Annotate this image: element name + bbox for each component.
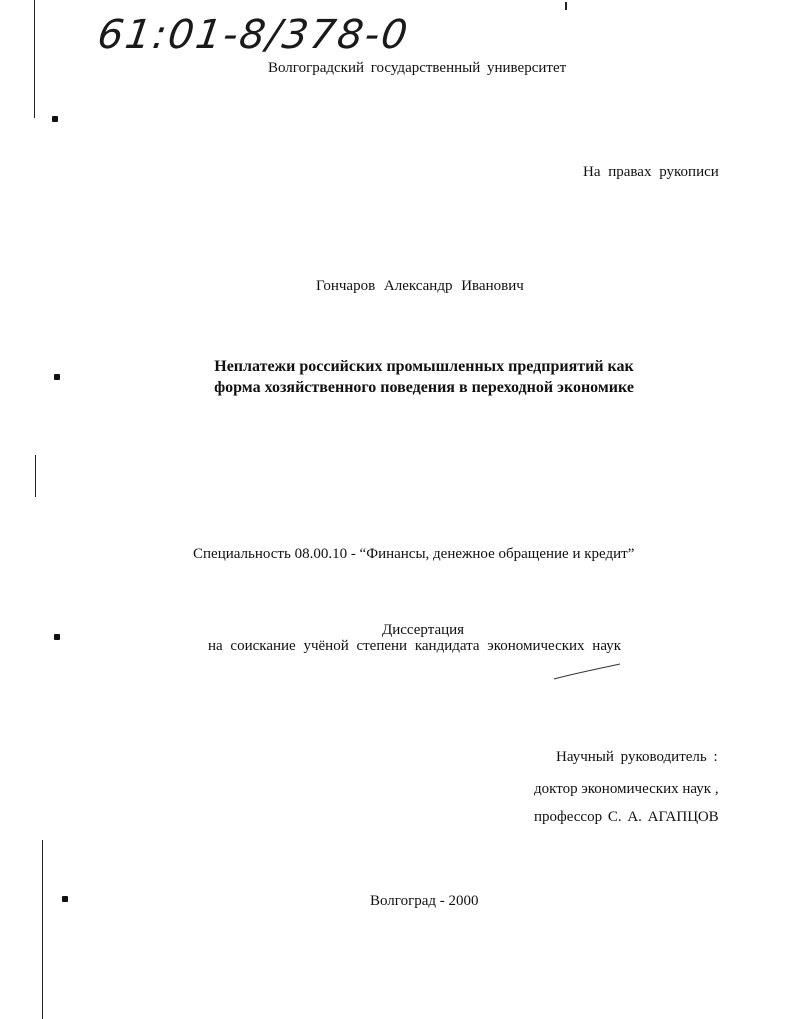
scan-edge-line-top	[34, 0, 35, 118]
scan-edge-line-bottom	[42, 840, 43, 1019]
scan-mark-3	[54, 634, 60, 640]
title-line-2: форма хозяйственного поведения в переходной экономике	[214, 379, 634, 396]
city-year: Волгоград - 2000	[370, 893, 479, 909]
title-line-1: Неплатежи российских промышленных предприятий как	[214, 358, 634, 375]
signature-stroke	[552, 662, 622, 682]
author-name: Гончаров Александр Иванович	[316, 278, 524, 294]
dissertation-title	[150, 356, 698, 398]
manuscript-rights-note: На правах рукописи	[583, 164, 719, 180]
scan-edge-line-middle	[35, 455, 36, 497]
dissertation-label: Диссертация	[382, 622, 465, 638]
scan-mark-1	[52, 116, 58, 122]
archive-number-handwritten: 61:01-8/378-0	[94, 12, 413, 58]
supervisor-degree: доктор экономических наук ,	[534, 781, 719, 797]
dissertation-description: на соискание учёной степени кандидата экономических наук	[208, 638, 622, 654]
supervisor-name: профессор С. А. АГАПЦОВ	[534, 809, 719, 825]
scan-top-line	[565, 2, 567, 10]
scan-mark-2	[54, 374, 60, 380]
university-name: Волгоградский государственный университет	[268, 60, 567, 76]
scan-mark-4	[62, 896, 68, 902]
supervisor-label: Научный руководитель :	[556, 749, 718, 765]
specialty-line: Специальность 08.00.10 - “Финансы, денежное обращение и кредит”	[193, 546, 635, 562]
